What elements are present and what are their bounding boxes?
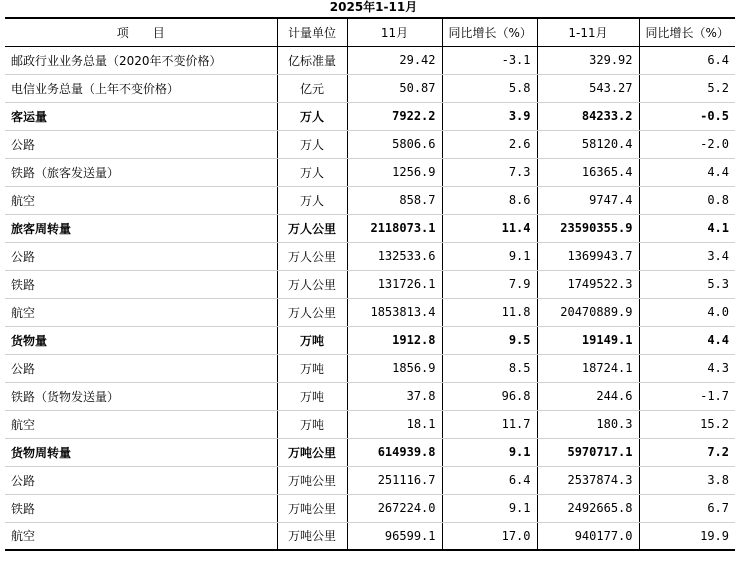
row-ytd-value-cell: 5970717.1: [537, 438, 639, 466]
table-row: [5, 270, 735, 298]
row-item-cell: 航空: [5, 186, 277, 214]
row-ytd-value-cell: 543.27: [537, 74, 639, 102]
row-month-yoy-cell: 9.1: [442, 242, 537, 270]
row-ytd-yoy-cell: 15.2: [639, 410, 735, 438]
row-unit-cell: 万人: [277, 130, 347, 158]
row-ytd-yoy-cell: 4.4: [639, 326, 735, 354]
row-ytd-value-cell: 180.3: [537, 410, 639, 438]
row-month-value-cell: 2118073.1: [347, 214, 442, 242]
row-ytd-yoy-cell: 5.3: [639, 270, 735, 298]
row-ytd-value-cell: 244.6: [537, 382, 639, 410]
row-item-cell: 公路: [5, 354, 277, 382]
row-ytd-yoy-cell: 4.4: [639, 158, 735, 186]
row-ytd-yoy-cell: 4.3: [639, 354, 735, 382]
row-month-yoy-cell: 2.6: [442, 130, 537, 158]
row-month-value-cell: 1912.8: [347, 326, 442, 354]
row-month-yoy-cell: 8.6: [442, 186, 537, 214]
row-item-cell: 旅客周转量: [5, 214, 277, 242]
row-month-yoy-cell: 9.1: [442, 494, 537, 522]
row-item-cell: 货物量: [5, 326, 277, 354]
row-ytd-yoy-cell: 3.4: [639, 242, 735, 270]
table-row: [5, 214, 735, 242]
row-month-value-cell: 614939.8: [347, 438, 442, 466]
row-month-value-cell: 131726.1: [347, 270, 442, 298]
row-ytd-value-cell: 329.92: [537, 46, 639, 74]
row-month-value-cell: 267224.0: [347, 494, 442, 522]
row-month-value-cell: 37.8: [347, 382, 442, 410]
row-ytd-yoy-cell: -2.0: [639, 130, 735, 158]
row-item-cell: 铁路（货物发送量）: [5, 382, 277, 410]
row-ytd-yoy-cell: 5.2: [639, 74, 735, 102]
row-ytd-yoy-cell: -1.7: [639, 382, 735, 410]
row-ytd-yoy-cell: 19.9: [639, 522, 735, 550]
table-row: [5, 102, 735, 130]
row-ytd-yoy-cell: -0.5: [639, 102, 735, 130]
row-ytd-value-cell: 58120.4: [537, 130, 639, 158]
row-item-cell: 铁路: [5, 270, 277, 298]
row-month-yoy-cell: 5.8: [442, 74, 537, 102]
row-ytd-value-cell: 940177.0: [537, 522, 639, 550]
row-month-value-cell: 858.7: [347, 186, 442, 214]
table-row: [5, 158, 735, 186]
row-ytd-yoy-cell: 6.7: [639, 494, 735, 522]
table-row: [5, 326, 735, 354]
row-item-cell: 公路: [5, 466, 277, 494]
row-month-yoy-cell: 17.0: [442, 522, 537, 550]
row-unit-cell: 万吨公里: [277, 438, 347, 466]
row-item-cell: 航空: [5, 522, 277, 550]
row-month-yoy-cell: 7.9: [442, 270, 537, 298]
row-ytd-value-cell: 1369943.7: [537, 242, 639, 270]
table-row: [5, 410, 735, 438]
row-month-value-cell: 18.1: [347, 410, 442, 438]
row-unit-cell: 万人: [277, 102, 347, 130]
row-month-value-cell: 5806.6: [347, 130, 442, 158]
table-row: [5, 74, 735, 102]
row-month-value-cell: 1853813.4: [347, 298, 442, 326]
row-ytd-yoy-cell: 7.2: [639, 438, 735, 466]
row-month-yoy-cell: 11.7: [442, 410, 537, 438]
row-month-yoy-cell: 9.1: [442, 438, 537, 466]
row-unit-cell: 亿标准量: [277, 46, 347, 74]
header-unit: 计量单位: [277, 18, 347, 46]
row-unit-cell: 亿元: [277, 74, 347, 102]
table-body: [5, 46, 735, 550]
row-month-yoy-cell: 6.4: [442, 466, 537, 494]
row-month-value-cell: 50.87: [347, 74, 442, 102]
table-row: [5, 186, 735, 214]
row-ytd-value-cell: 2492665.8: [537, 494, 639, 522]
table-row: [5, 438, 735, 466]
row-month-yoy-cell: 3.9: [442, 102, 537, 130]
header-month-yoy: 同比增长（%）: [442, 18, 537, 46]
row-item-cell: 公路: [5, 242, 277, 270]
row-month-yoy-cell: 7.3: [442, 158, 537, 186]
row-ytd-value-cell: 84233.2: [537, 102, 639, 130]
statistics-table: [5, 17, 735, 551]
row-unit-cell: 万人公里: [277, 270, 347, 298]
row-ytd-value-cell: 1749522.3: [537, 270, 639, 298]
table-row: [5, 354, 735, 382]
table-title: 2025年1-11月: [329, 0, 418, 14]
row-month-yoy-cell: 9.5: [442, 326, 537, 354]
row-unit-cell: 万人公里: [277, 298, 347, 326]
row-ytd-value-cell: 2537874.3: [537, 466, 639, 494]
row-ytd-value-cell: 9747.4: [537, 186, 639, 214]
row-ytd-yoy-cell: 4.1: [639, 214, 735, 242]
header-month: 11月: [347, 18, 442, 46]
table-row: [5, 46, 735, 74]
table-row: [5, 382, 735, 410]
row-item-cell: 航空: [5, 410, 277, 438]
table-row: [5, 466, 735, 494]
header-item: 项 目: [5, 18, 277, 46]
table-row: [5, 242, 735, 270]
row-unit-cell: 万吨公里: [277, 522, 347, 550]
table-row: [5, 130, 735, 158]
row-item-cell: 铁路: [5, 494, 277, 522]
table-row: [5, 494, 735, 522]
row-ytd-value-cell: 19149.1: [537, 326, 639, 354]
row-unit-cell: 万吨: [277, 410, 347, 438]
row-ytd-yoy-cell: 0.8: [639, 186, 735, 214]
table-row: [5, 522, 735, 550]
row-month-yoy-cell: 8.5: [442, 354, 537, 382]
row-ytd-yoy-cell: 6.4: [639, 46, 735, 74]
row-unit-cell: 万吨: [277, 354, 347, 382]
row-month-value-cell: 29.42: [347, 46, 442, 74]
row-ytd-value-cell: 16365.4: [537, 158, 639, 186]
row-ytd-yoy-cell: 3.8: [639, 466, 735, 494]
row-unit-cell: 万人公里: [277, 214, 347, 242]
row-item-cell: 客运量: [5, 102, 277, 130]
row-ytd-yoy-cell: 4.0: [639, 298, 735, 326]
row-ytd-value-cell: 20470889.9: [537, 298, 639, 326]
row-month-value-cell: 1256.9: [347, 158, 442, 186]
row-item-cell: 铁路（旅客发送量）: [5, 158, 277, 186]
row-month-value-cell: 251116.7: [347, 466, 442, 494]
row-month-value-cell: 96599.1: [347, 522, 442, 550]
row-month-value-cell: 1856.9: [347, 354, 442, 382]
header-ytd-yoy: 同比增长（%）: [639, 18, 735, 46]
table-row: [5, 298, 735, 326]
row-month-yoy-cell: 11.4: [442, 214, 537, 242]
row-unit-cell: 万人公里: [277, 242, 347, 270]
header-row: [5, 18, 735, 46]
row-month-value-cell: 7922.2: [347, 102, 442, 130]
row-ytd-value-cell: 18724.1: [537, 354, 639, 382]
row-item-cell: 邮政行业业务总量（2020年不变价格）: [5, 46, 277, 74]
row-item-cell: 公路: [5, 130, 277, 158]
row-unit-cell: 万人: [277, 158, 347, 186]
row-month-yoy-cell: 11.8: [442, 298, 537, 326]
header-ytd: 1-11月: [537, 18, 639, 46]
row-unit-cell: 万吨: [277, 326, 347, 354]
row-item-cell: 航空: [5, 298, 277, 326]
row-unit-cell: 万吨: [277, 382, 347, 410]
row-unit-cell: 万人: [277, 186, 347, 214]
row-item-cell: 电信业务总量（上年不变价格）: [5, 74, 277, 102]
row-unit-cell: 万吨公里: [277, 494, 347, 522]
row-unit-cell: 万吨公里: [277, 466, 347, 494]
row-month-yoy-cell: -3.1: [442, 46, 537, 74]
row-month-value-cell: 132533.6: [347, 242, 442, 270]
row-item-cell: 货物周转量: [5, 438, 277, 466]
row-month-yoy-cell: 96.8: [442, 382, 537, 410]
row-ytd-value-cell: 23590355.9: [537, 214, 639, 242]
